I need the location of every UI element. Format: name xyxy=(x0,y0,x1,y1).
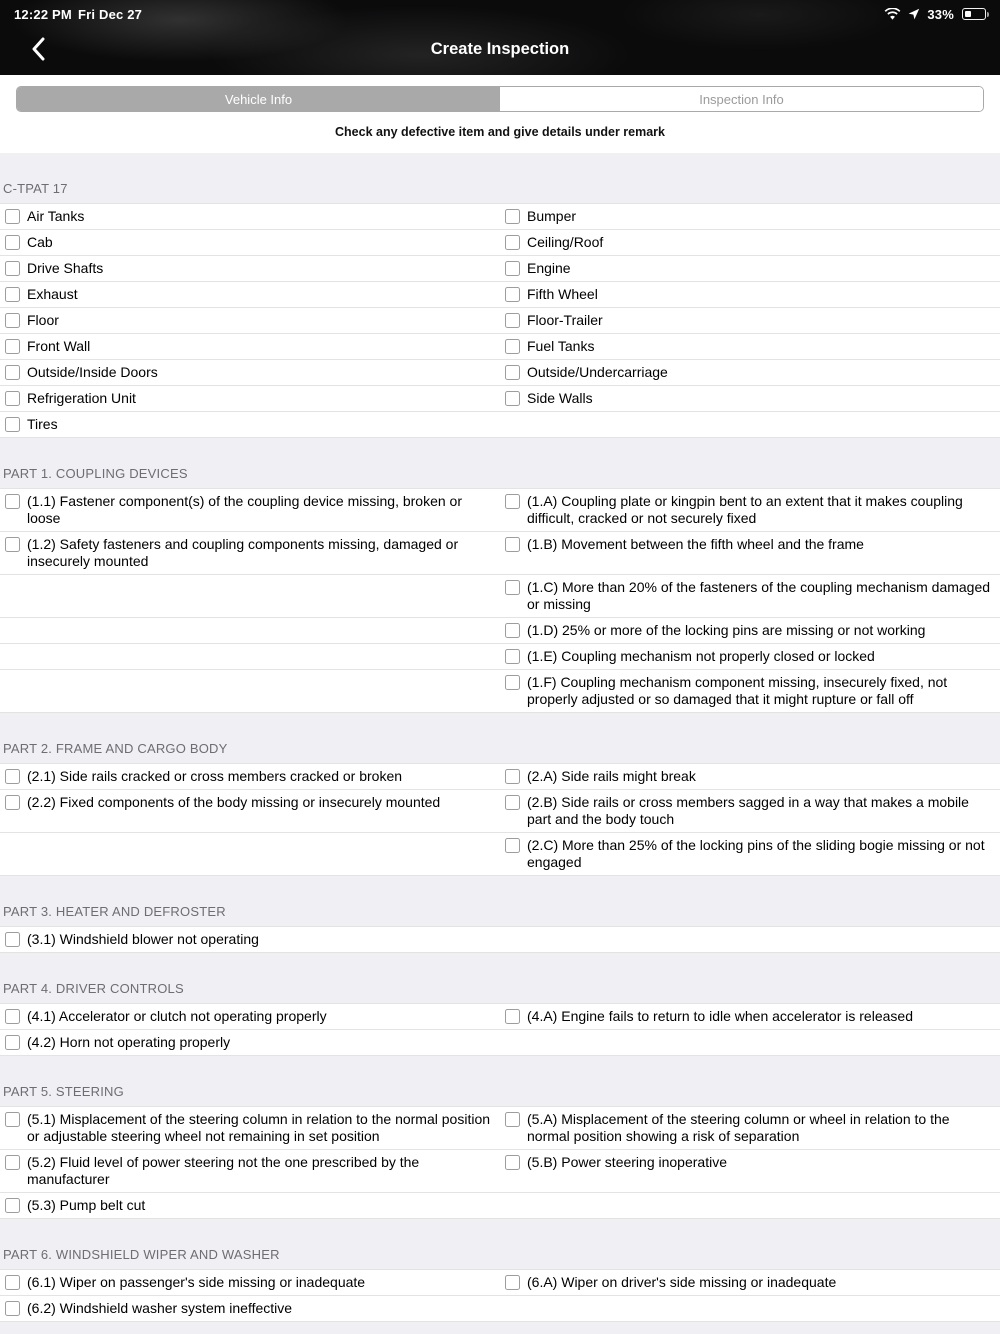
checklist-row xyxy=(0,1193,1000,1219)
checklist-item[interactable] xyxy=(0,1193,500,1218)
checklist-item[interactable] xyxy=(0,1107,500,1149)
checklist-item[interactable] xyxy=(0,386,500,411)
empty-cell xyxy=(500,412,1000,437)
checklist-item[interactable] xyxy=(0,282,500,307)
checklist-item-label: (1.C) More than 20% of the fasteners of the coupling mechanism damaged or missing xyxy=(527,579,991,612)
segmented-control xyxy=(16,86,984,112)
checklist-item-label: Engine xyxy=(527,260,571,276)
instruction-text: Check any defective item and give details under remark xyxy=(335,125,665,139)
checkbox-icon[interactable] xyxy=(505,537,520,552)
checklist-item-label: Drive Shafts xyxy=(27,260,104,276)
checklist-item[interactable] xyxy=(0,204,500,229)
checklist-item-label: (5.2) Fluid level of power steering not the one prescribed by the manufacturer xyxy=(27,1154,420,1187)
checklist-item[interactable] xyxy=(0,764,500,789)
checklist-item[interactable] xyxy=(0,1296,500,1321)
checkbox-icon[interactable] xyxy=(5,795,20,810)
section-part-3-heater-and-defroster xyxy=(0,876,1000,953)
checklist-item-label: (1.E) Coupling mechanism not properly closed or locked xyxy=(527,648,875,664)
checkbox-icon[interactable] xyxy=(5,1009,20,1024)
section-header: C-TPAT 17 xyxy=(3,181,68,196)
checklist-item[interactable] xyxy=(0,230,500,255)
section-part-2-frame-and-cargo-body xyxy=(0,713,1000,876)
checklist-row xyxy=(0,360,1000,386)
checklist-row xyxy=(0,386,1000,412)
checklist-item-label: (1.F) Coupling mechanism component missing, insecurely fixed, not properly adjusted or so damaged that it might rupture or fall off xyxy=(527,674,948,707)
checklist-item[interactable] xyxy=(500,833,1000,875)
checklist-item-label: (6.2) Windshield washer system ineffective xyxy=(27,1300,293,1316)
checklist-item-label: (6.A) Wiper on driver's side missing or inadequate xyxy=(527,1274,837,1290)
checkbox-icon[interactable] xyxy=(5,209,20,224)
location-arrow-icon xyxy=(908,8,920,20)
status-date: Fri Dec 27 xyxy=(77,6,143,22)
checkbox-icon[interactable] xyxy=(5,261,20,276)
checkbox-icon[interactable] xyxy=(505,235,520,250)
section-rows xyxy=(0,203,1000,438)
checkbox-icon[interactable] xyxy=(505,365,520,380)
checkbox-icon[interactable] xyxy=(5,235,20,250)
checkbox-icon[interactable] xyxy=(5,537,20,552)
section-rows xyxy=(0,1269,1000,1322)
checklist-item[interactable] xyxy=(500,360,1000,385)
checklist-item-label: (1.2) Safety fasteners and coupling components missing, damaged or insecurely mounted xyxy=(27,536,459,569)
checklist-item[interactable] xyxy=(0,256,500,281)
checklist-row xyxy=(0,489,1000,532)
checklist-row xyxy=(0,644,1000,670)
checkbox-icon[interactable] xyxy=(5,365,20,380)
checkbox-icon[interactable] xyxy=(5,1035,20,1050)
checkbox-icon[interactable] xyxy=(5,1198,20,1213)
checklist-item[interactable] xyxy=(500,1150,1000,1192)
empty-cell xyxy=(0,833,500,875)
checkbox-icon[interactable] xyxy=(5,1301,20,1316)
checklist-item-label: (4.A) Engine fails to return to idle when accelerator is released xyxy=(527,1008,913,1024)
checklist-row xyxy=(0,790,1000,833)
page-title: Create Inspection xyxy=(430,40,570,58)
checklist-item-label: (2.2) Fixed components of the body missing or insecurely mounted xyxy=(27,794,441,810)
checklist-item-label: Tires xyxy=(27,416,58,432)
back-button[interactable] xyxy=(22,33,54,65)
checklist-row xyxy=(0,412,1000,438)
checklist-row xyxy=(0,230,1000,256)
status-indicators xyxy=(884,7,986,22)
checkbox-icon[interactable] xyxy=(5,287,20,302)
checklist-item-label: Fuel Tanks xyxy=(527,338,595,354)
checklist-item[interactable] xyxy=(0,532,500,574)
checkbox-icon[interactable] xyxy=(5,339,20,354)
checklist-item-label: Front Wall xyxy=(27,338,91,354)
checkbox-icon[interactable] xyxy=(505,795,520,810)
checkbox-icon[interactable] xyxy=(5,494,20,509)
empty-cell xyxy=(0,670,500,712)
empty-cell xyxy=(500,1193,1000,1218)
empty-cell xyxy=(0,618,500,643)
checklist-row xyxy=(0,1150,1000,1193)
checklist-item-label: (2.1) Side rails cracked or cross members cracked or broken xyxy=(27,768,403,784)
checklist-item-label: Floor-Trailer xyxy=(527,312,603,328)
checkbox-icon[interactable] xyxy=(505,769,520,784)
empty-cell xyxy=(500,1296,1000,1321)
checklist-item-label: Refrigeration Unit xyxy=(27,390,136,406)
section-header: PART 1. COUPLING DEVICES xyxy=(3,466,188,481)
checklist-item-label: Cab xyxy=(27,234,53,250)
checklist-item[interactable] xyxy=(0,1270,500,1295)
checkbox-icon[interactable] xyxy=(505,623,520,638)
section-rows xyxy=(0,488,1000,713)
checklist-item[interactable] xyxy=(0,790,500,832)
section-part-4-driver-controls xyxy=(0,953,1000,1056)
section-rows xyxy=(0,763,1000,876)
section-part-1-coupling-devices xyxy=(0,438,1000,713)
nav-bar xyxy=(0,24,1000,75)
section-rows xyxy=(0,926,1000,953)
status-bar xyxy=(0,0,1000,24)
checklist-item-label: (5.B) Power steering inoperative xyxy=(527,1154,727,1170)
checklist-item-label: (2.C) More than 25% of the locking pins of the sliding bogie missing or not engaged xyxy=(527,837,985,870)
checklist-item-label: Side Walls xyxy=(527,390,593,406)
checkbox-icon[interactable] xyxy=(5,417,20,432)
checklist-item-label: (1.1) Fastener component(s) of the coupling device missing, broken or loose xyxy=(27,493,462,526)
checklist-item-label: (4.2) Horn not operating properly xyxy=(27,1034,231,1050)
section-part-5-steering xyxy=(0,1056,1000,1219)
checklist-item[interactable] xyxy=(500,386,1000,411)
section-rows xyxy=(0,1106,1000,1219)
checkbox-icon[interactable] xyxy=(505,313,520,328)
checkbox-icon[interactable] xyxy=(5,932,20,947)
checklist-row xyxy=(0,575,1000,618)
checkbox-icon[interactable] xyxy=(505,838,520,853)
checklist-item[interactable] xyxy=(0,412,500,437)
checklist-item-label: (2.A) Side rails might break xyxy=(527,768,696,784)
checklist-item[interactable] xyxy=(500,308,1000,333)
checklist-item[interactable] xyxy=(500,334,1000,359)
section-header: PART 6. WINDSHIELD WIPER AND WASHER xyxy=(3,1247,280,1262)
checkbox-icon[interactable] xyxy=(505,1155,520,1170)
checklist-row xyxy=(0,1270,1000,1296)
checklist-item[interactable] xyxy=(500,1270,1000,1295)
checklist-row xyxy=(0,282,1000,308)
tab-vehicle-info[interactable]: Vehicle Info xyxy=(17,87,500,111)
checklist-row xyxy=(0,1107,1000,1150)
empty-cell xyxy=(0,575,500,617)
checklist-row xyxy=(0,256,1000,282)
checkbox-icon[interactable] xyxy=(505,287,520,302)
checklist-item[interactable] xyxy=(0,334,500,359)
checklist-item[interactable] xyxy=(500,670,1000,712)
checklist-row xyxy=(0,618,1000,644)
empty-cell xyxy=(0,644,500,669)
checkbox-icon[interactable] xyxy=(505,1275,520,1290)
checklist-item-label: (5.3) Pump belt cut xyxy=(27,1197,146,1213)
checklist-item[interactable] xyxy=(0,489,500,531)
checklist-item[interactable] xyxy=(500,256,1000,281)
status-time: 12:22 PM xyxy=(14,6,72,22)
checklist-item[interactable] xyxy=(0,1004,500,1029)
chevron-left-icon xyxy=(31,37,45,61)
checkbox-icon[interactable] xyxy=(505,339,520,354)
checklist-item-label: (5.1) Misplacement of the steering column in relation to the normal position or adjustable steering wheel not remaining in set position xyxy=(27,1111,491,1144)
checklist-item-label: (4.1) Accelerator or clutch not operating properly xyxy=(27,1008,327,1024)
checklist-item[interactable] xyxy=(500,230,1000,255)
checklist-item-label: Outside/Undercarriage xyxy=(527,364,668,380)
checklist-row xyxy=(0,204,1000,230)
checkbox-icon[interactable] xyxy=(5,1155,20,1170)
checklist-item-label: (1.B) Movement between the fifth wheel and the frame xyxy=(527,536,864,552)
checklist-row xyxy=(0,927,1000,953)
checklist-item-label: (6.1) Wiper on passenger's side missing or inadequate xyxy=(27,1274,366,1290)
checklist-item-label: Outside/Inside Doors xyxy=(27,364,158,380)
checkbox-icon[interactable] xyxy=(505,209,520,224)
checklist-sections xyxy=(0,153,1000,1322)
checklist-item[interactable] xyxy=(500,1107,1000,1149)
checklist-item[interactable] xyxy=(500,764,1000,789)
checklist-row xyxy=(0,1030,1000,1056)
empty-cell xyxy=(500,927,1000,952)
checklist-item-label: (5.A) Misplacement of the steering column or wheel in relation to the normal position showing a risk of separation xyxy=(527,1111,950,1144)
checkbox-icon[interactable] xyxy=(505,580,520,595)
checkbox-icon[interactable] xyxy=(505,649,520,664)
checklist-item[interactable] xyxy=(500,282,1000,307)
tab-inspection-info[interactable]: Inspection Info xyxy=(500,87,983,111)
battery-icon xyxy=(962,8,986,20)
checklist-item-label: (3.1) Windshield blower not operating xyxy=(27,931,259,947)
checklist-item[interactable] xyxy=(500,575,1000,617)
wifi-icon xyxy=(884,8,901,20)
checklist-item[interactable] xyxy=(500,644,1000,669)
checkbox-icon[interactable] xyxy=(505,494,520,509)
checklist-row xyxy=(0,308,1000,334)
section-header: PART 4. DRIVER CONTROLS xyxy=(3,981,184,996)
checklist-item-label: (1.A) Coupling plate or kingpin bent to an extent that it makes coupling difficult, cracked or not securely fixed xyxy=(527,493,963,526)
checkbox-icon[interactable] xyxy=(5,1112,20,1127)
checklist-row xyxy=(0,532,1000,575)
checklist-item[interactable] xyxy=(0,927,500,952)
checklist-row xyxy=(0,670,1000,713)
checklist-row xyxy=(0,833,1000,876)
checkbox-icon[interactable] xyxy=(5,1275,20,1290)
checkbox-icon[interactable] xyxy=(505,1112,520,1127)
checklist-row xyxy=(0,1296,1000,1322)
navigation-bar xyxy=(0,0,1000,75)
checklist-item-label: Air Tanks xyxy=(27,208,85,224)
battery-percent: 33% xyxy=(927,6,954,22)
checklist-item[interactable] xyxy=(0,308,500,333)
checklist-item[interactable] xyxy=(0,1150,500,1192)
checklist-item[interactable] xyxy=(500,1004,1000,1029)
checklist-item-label: (2.B) Side rails or cross members sagged in a way that makes a mobile part and the body touch xyxy=(527,794,969,827)
section-header: PART 3. HEATER AND DEFROSTER xyxy=(3,904,226,919)
empty-cell xyxy=(500,1030,1000,1055)
checklist-item-label: Fifth Wheel xyxy=(527,286,598,302)
section-part-6-windshield-wiper-and-washer xyxy=(0,1219,1000,1322)
checklist-row xyxy=(0,764,1000,790)
checkbox-icon[interactable] xyxy=(505,675,520,690)
checklist-item[interactable] xyxy=(500,204,1000,229)
checklist-item-label: Exhaust xyxy=(27,286,78,302)
checkbox-icon[interactable] xyxy=(5,769,20,784)
checkbox-icon[interactable] xyxy=(505,261,520,276)
checklist-item-label: Floor xyxy=(27,312,59,328)
checklist-item[interactable] xyxy=(500,790,1000,832)
checklist-item[interactable] xyxy=(500,618,1000,643)
checklist-item-label: (1.D) 25% or more of the locking pins are missing or not working xyxy=(527,622,926,638)
checklist-item[interactable] xyxy=(500,532,1000,574)
section-rows xyxy=(0,1003,1000,1056)
section-header: PART 5. STEERING xyxy=(3,1084,124,1099)
checklist-item[interactable] xyxy=(0,360,500,385)
checklist-row xyxy=(0,1004,1000,1030)
checklist-item-label: Ceiling/Roof xyxy=(527,234,604,250)
checkbox-icon[interactable] xyxy=(505,1009,520,1024)
status-datetime xyxy=(14,7,142,22)
checklist-row xyxy=(0,334,1000,360)
section-c-tpat-17 xyxy=(0,153,1000,438)
checkbox-icon[interactable] xyxy=(505,391,520,406)
checklist-item[interactable] xyxy=(0,1030,500,1055)
checkbox-icon[interactable] xyxy=(5,313,20,328)
checklist-item[interactable] xyxy=(500,489,1000,531)
checkbox-icon[interactable] xyxy=(5,391,20,406)
subheader xyxy=(0,75,1000,153)
checklist-item-label: Bumper xyxy=(527,208,577,224)
section-header: PART 2. FRAME AND CARGO BODY xyxy=(3,741,228,756)
